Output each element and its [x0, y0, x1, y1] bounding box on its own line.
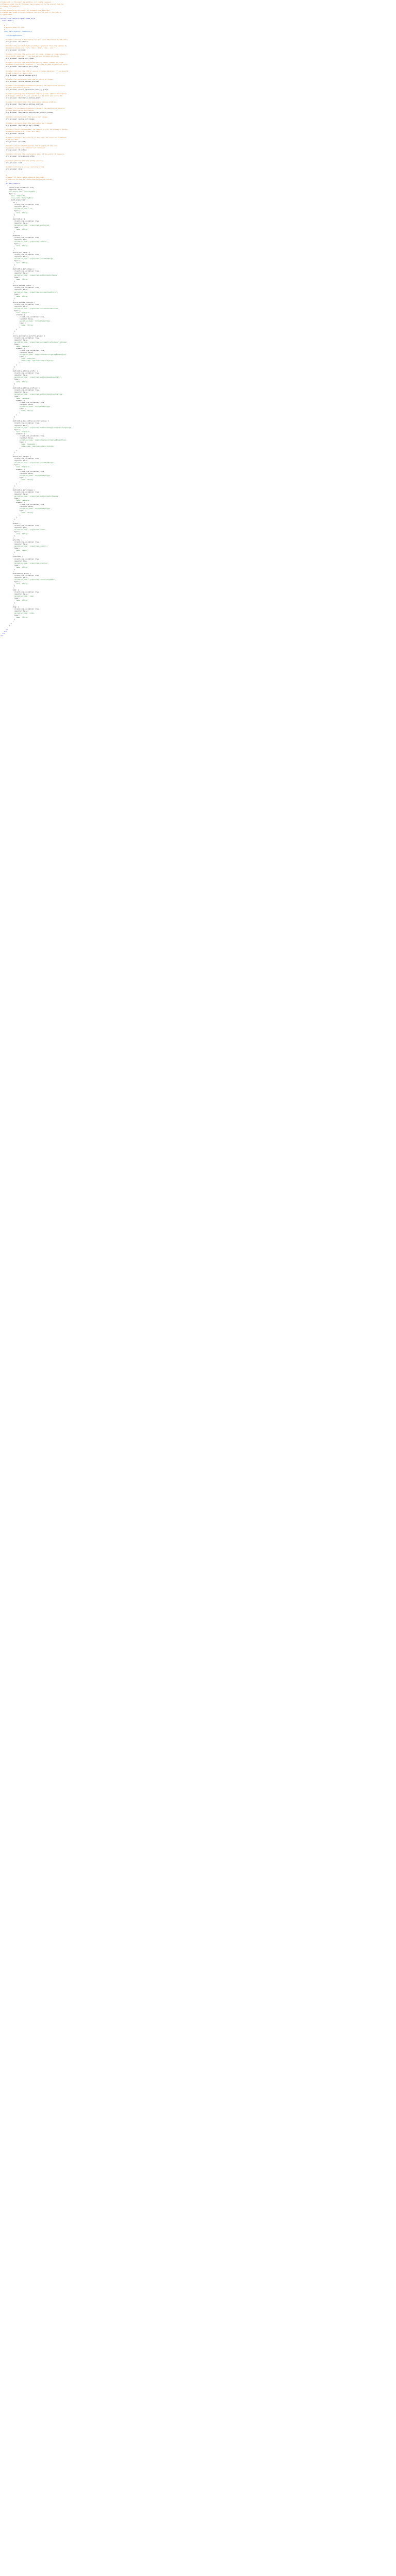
code-line-comment: # @return [Array<String>] The CIDR or source IP ranges.: [1, 78, 54, 80]
code-line-plain: attr_accessor :name: [1, 161, 23, 164]
code-line-plain: direction: {: [1, 555, 23, 558]
code-line-plain: },: [1, 453, 14, 456]
code-line-string: name: 'String': [1, 380, 28, 383]
code-line-string: name: 'Sequence',: [1, 397, 31, 399]
code-line-string: serialized_name: 'StringElementType',: [1, 507, 52, 510]
code-line-string: serialized_name: 'SecurityRule',: [1, 191, 37, 193]
code-line-string: serialized_name: 'properties.provisioningState',: [1, 578, 56, 581]
code-line-plain: client_side_validation: true,: [1, 457, 40, 460]
code-line-plain: },: [1, 486, 14, 489]
code-line-plain: provisioning_state: {: [1, 572, 31, 574]
code-line-plain: }: [1, 330, 15, 333]
code-line-plain: type: {: [1, 547, 21, 550]
code-line-plain: required: false,: [1, 543, 28, 546]
code-line-plain: }: [1, 213, 15, 216]
code-line-plain: model_properties: {: [1, 199, 28, 201]
code-line-comment: # Possible values are 'Inbound' and 'Outbound'.: [1, 147, 47, 149]
code-line-string: name: 'Sequence',: [1, 345, 31, 347]
code-line-string: serialized_name: 'properties.description',: [1, 224, 51, 227]
code-line-plain: required: false,: [1, 493, 28, 496]
code-line-plain: required: false,: [1, 436, 34, 439]
code-line-comment: # @return [String] A unique read-only string.: [1, 165, 45, 168]
code-line-plain: client_side_validation: true,: [1, 470, 45, 472]
code-line-plain: }: [1, 263, 15, 266]
code-line-plain: },: [1, 587, 14, 589]
code-line-plain: attr_accessor :source_port_ranges: [1, 117, 35, 120]
code-line-string: name: 'String': [1, 512, 34, 514]
code-line-string: serialized_name: 'etag',: [1, 612, 36, 614]
code-line-keyword: module Models: [1, 20, 14, 22]
code-line-string: serialized_name: 'ApplicationSecurityGroupElementType',: [1, 438, 68, 441]
code-line-plain: attr_accessor :protocol: [1, 49, 26, 52]
code-line-plain: type: {: [1, 614, 21, 616]
code-line-plain: client_side_validation: true,: [1, 336, 40, 339]
code-line-plain: etag: {: [1, 605, 19, 608]
code-line-plain: }: [1, 514, 21, 516]
code-line-string: serialized_name: 'properties.sourceAddressPrefix',: [1, 291, 58, 293]
code-line-plain: }: [1, 364, 17, 366]
code-line-plain: }: [1, 449, 17, 452]
code-line-plain: }: [1, 447, 21, 450]
code-line-string: class_name: 'ApplicationSecurityGroup': [1, 445, 55, 447]
code-line-string: serialized_name: 'properties.destinationApplicationSecurityGroups',: [1, 426, 73, 429]
code-line-plain: type: {: [1, 564, 21, 566]
code-line-plain: type: {: [1, 193, 15, 195]
code-line-plain: }: [1, 518, 15, 520]
code-line-comment: # @return [Array<String>] The destination port ranges.: [1, 122, 53, 124]
code-line-comment: # Mapper for SecurityRule class as Ruby Hash.: [1, 176, 45, 178]
code-line-plain: },: [1, 215, 14, 218]
code-line-plain: attr_accessor :destination_address_prefix: [1, 97, 42, 99]
code-line-string: name: 'String': [1, 616, 28, 618]
code-line-plain: required: true,: [1, 239, 28, 241]
code-line-string: serialized_name: 'properties.access',: [1, 528, 47, 531]
code-line-plain: required: false,: [1, 403, 34, 406]
code-line-plain: type: {: [1, 581, 21, 583]
code-line-plain: },: [1, 537, 14, 539]
code-line-string: name: 'String': [1, 211, 28, 214]
code-line-string: serialized_name: 'properties.sourcePortRanges',: [1, 462, 56, 464]
code-line-plain: required: false,: [1, 272, 28, 275]
code-line-plain: client_side_validation: true,: [1, 372, 40, 375]
code-line-plain: client_side_validation: true,: [1, 401, 45, 403]
code-line-plain: {: [1, 184, 9, 187]
code-line-plain: required: false,: [1, 609, 28, 612]
code-line-plain: required: false,: [1, 222, 28, 224]
code-line-comment: # Network security rule.: [1, 26, 25, 28]
code-line-plain: client_side_validation: true,: [1, 434, 45, 437]
code-line-plain: type: {: [1, 209, 21, 212]
code-line-plain: }: [1, 585, 15, 587]
code-line-plain: attr_accessor :source_address_prefix: [1, 74, 37, 76]
code-line-plain: }: [1, 326, 21, 329]
code-line-comment: # group specified as destination.: [1, 109, 35, 112]
code-line-plain: client_side_validation: true,: [1, 253, 40, 256]
code-line-plain: source_port_range: {: [1, 251, 30, 253]
code-line-plain: client_side_validation: true,: [1, 422, 40, 425]
code-line-comment: # @return [String] The provisioning state of the public IP resource.: [1, 153, 65, 156]
code-line-plain: element: {: [1, 432, 25, 435]
code-line-plain: required: false,: [1, 460, 28, 462]
code-line-string: name: 'String': [1, 324, 34, 327]
code-line-comment: # @return [Array<String>] The destination address prefixes.: [1, 101, 57, 104]
code-line-string: serialized_name: 'StringElementType',: [1, 405, 52, 408]
code-line-plain: required: false,: [1, 391, 28, 393]
code-line-plain: attr_accessor :source_port_range: [1, 57, 34, 60]
code-line-plain: type: {: [1, 408, 26, 410]
code-line-plain: },: [1, 282, 14, 285]
code-line-plain: }: [1, 328, 17, 331]
code-line-comment: # Licensed under the MIT License. See License.txt in the project root for: [1, 3, 64, 6]
code-line-string: name: 'Sequence',: [1, 311, 31, 314]
code-line-plain: required: true,: [1, 526, 28, 529]
code-line-plain: },: [1, 520, 14, 522]
code-line-keyword: def self.mapper(): [1, 182, 21, 185]
code-line-plain: },: [1, 299, 14, 301]
code-line-plain: attr_accessor :source_address_prefixes: [1, 80, 39, 82]
code-line-plain: required: false,: [1, 205, 28, 208]
code-line-plain: type: {: [1, 378, 21, 381]
code-line-plain: },: [1, 603, 14, 606]
code-line-plain: type: {: [1, 293, 21, 295]
code-line-plain: client_side_validation: true,: [1, 557, 40, 560]
code-line-plain: description: {: [1, 217, 25, 220]
code-line-function: class SecurityRule < SubResource: [1, 30, 32, 32]
code-line-string: name: 'String': [1, 410, 34, 412]
code-line-comment: # @return [Array<ApplicationSecurityGroup>] The application security: [1, 107, 65, 110]
code-line-plain: },: [1, 570, 14, 572]
code-line-plain: type: {: [1, 243, 21, 245]
code-line-plain: type: {: [1, 276, 21, 279]
code-line-string: name: 'String': [1, 278, 28, 281]
code-line-plain: },: [1, 332, 14, 335]
code-line-function: include MsRestAzure: [1, 34, 23, 37]
code-line-comment: # @return [Array<String>] The source port ranges.: [1, 115, 48, 118]
code-line-plain: }: [1, 366, 15, 368]
code-line-string: name: 'Sequence',: [1, 430, 31, 433]
code-line-plain: type: {: [1, 309, 21, 312]
code-line-plain: attr_accessor :priority: [1, 141, 26, 143]
code-line-plain: type: {: [1, 355, 26, 358]
code-line-keyword: end: [1, 633, 5, 635]
code-line-string: name: 'String': [1, 583, 28, 585]
code-line-string: name: 'Number': [1, 549, 28, 552]
code-line-string: name: 'String': [1, 245, 28, 247]
code-line-plain: client_side_validation: true,: [1, 524, 40, 527]
code-line-plain: type: {: [1, 343, 21, 345]
code-line-string: serialized_name: 'properties.protocol',: [1, 241, 48, 243]
code-line-plain: }: [1, 480, 21, 483]
code-line-plain: destination_address_prefix: {: [1, 370, 38, 372]
code-line-string: serialized_name: 'properties.destinationAddressPrefixes',: [1, 393, 64, 395]
code-line-plain: type: {: [1, 597, 21, 600]
code-line-string: serialized_name: 'properties.direction',: [1, 562, 50, 564]
code-line-plain: required: false,: [1, 338, 28, 341]
code-line-comment: # used to match all source IPs.: [1, 72, 33, 74]
code-line-comment: # Possible values are 'Allow' and 'Deny'.: [1, 130, 42, 132]
code-line-plain: },: [1, 418, 14, 420]
code-line-plain: source_address_prefix: {: [1, 284, 34, 287]
code-line-plain: }: [1, 622, 12, 624]
code-line-plain: }: [1, 601, 15, 604]
code-line-plain: id: {: [1, 201, 17, 204]
code-line-comment: # IP range. Asterisk '*' can also be used to match all source IPs.: [1, 95, 63, 97]
code-line-plain: type: {: [1, 476, 26, 479]
code-line-plain: }: [1, 620, 14, 622]
code-line-plain: element: {: [1, 501, 25, 504]
code-line-comment: # @return [SecurityRuleAccess] The network traffic is allowed or denied.: [1, 128, 69, 130]
code-line-comment: # 100 and 4096.: [1, 139, 19, 141]
code-line-plain: }: [1, 280, 15, 283]
code-line-plain: element: {: [1, 399, 25, 401]
code-line-plain: }: [1, 414, 17, 416]
code-line-plain: element: {: [1, 468, 25, 470]
code-line-plain: }: [1, 247, 15, 249]
code-line-string: name: 'String': [1, 478, 34, 481]
code-line-comment: # @return [SecurityRuleDirection] The direction of the rule.: [1, 145, 58, 147]
code-line-comment: # @return [String] The CIDR or source IP range. Asterisk '*' can also be: [1, 70, 69, 72]
code-line-plain: },: [1, 232, 14, 235]
code-line-plain: type: {: [1, 464, 21, 466]
code-line-plain: client_side_validation: true,: [1, 574, 40, 577]
code-line-comment: # group specified as source.: [1, 86, 30, 89]
code-line-plain: client_side_validation: true,: [1, 270, 40, 273]
code-line-comment: # between 0 and 65535. Asterisk '*' can also be used to match all ports.: [1, 63, 69, 66]
code-line-plain: }: [1, 451, 15, 454]
code-line-string: serialized_name: 'StringElementType',: [1, 474, 52, 477]
code-line-string: name: 'String': [1, 228, 28, 231]
code-line-plain: },: [1, 553, 14, 556]
code-line-plain: required: false,: [1, 351, 34, 353]
code-line-comment: #: [1, 24, 5, 26]
code-line-string: class_name: 'SecurityRule',: [1, 197, 35, 199]
code-line-plain: }: [1, 416, 15, 418]
code-line-plain: required: false,: [1, 472, 34, 474]
code-line-plain: type: {: [1, 322, 26, 325]
code-line-comment: #: [1, 180, 7, 183]
code-line-plain: type: {: [1, 440, 26, 443]
code-line-keyword: end: [1, 631, 7, 633]
code-line-plain: }: [1, 230, 15, 233]
code-line-string: serialized_name: 'properties.sourceApplicationSecurityGroups',: [1, 341, 69, 343]
code-line-comment: # @return [String] The source port or range. Integer or range between 0: [1, 53, 68, 56]
code-line-string: serialized_name: 'id',: [1, 207, 34, 210]
code-line-plain: priority: {: [1, 539, 23, 541]
code-line-plain: client_side_validation: true,: [1, 203, 40, 206]
code-line-plain: attr_accessor :destination_application_security_groups: [1, 111, 53, 114]
code-line-plain: client_side_validation: true,: [1, 388, 40, 391]
code-line-string: serialized_name: 'properties.destinationAddressPrefix',: [1, 376, 62, 379]
code-line-plain: type: {: [1, 395, 21, 397]
code-line-comment: #: [1, 174, 7, 176]
code-line-plain: attr_accessor :destination_port_ranges: [1, 124, 39, 126]
code-line-plain: client_side_validation: true,: [1, 591, 40, 594]
code-line-keyword: end: [1, 629, 9, 631]
code-line-plain: },: [1, 265, 14, 268]
code-line-comment: # @return [String] The destination address prefix. CIDR or destination: [1, 93, 67, 95]
code-line-plain: }: [1, 516, 17, 518]
code-line-plain: attr_accessor :provisioning_state: [1, 155, 35, 158]
code-line-string: name: 'Composite',: [1, 443, 37, 445]
code-line-plain: required: false,: [1, 305, 28, 308]
code-line-plain: client_side_validation: true,: [1, 316, 45, 318]
code-line-string: name: 'String': [1, 261, 28, 264]
code-line-plain: client_side_validation: true,: [1, 503, 45, 506]
code-line-comment: # @return [SecurityRuleProtocol] Network protocol this rule applies to.: [1, 44, 68, 47]
code-line-plain: attr_accessor :etag: [1, 167, 23, 170]
code-line-plain: required: false,: [1, 576, 28, 579]
code-line-plain: required: false,: [1, 593, 28, 596]
code-line-plain: client_side_validation: true,: [1, 286, 40, 289]
code-line-plain: client_side_validation: true,: [1, 303, 40, 306]
code-line-comment: # license information.: [1, 5, 20, 8]
code-line-string: serialized_name: 'name',: [1, 595, 36, 598]
code-line-plain: type: {: [1, 510, 26, 512]
code-line-plain: type: {: [1, 497, 21, 500]
code-line-plain: attr_accessor :description: [1, 40, 28, 43]
code-line-comment: # Copyright (c) Microsoft Corporation. All rights reserved.: [1, 1, 52, 3]
source-code-block: [0, 0, 396, 637]
code-line-plain: }: [1, 568, 15, 570]
code-line-string: name: 'Sequence',: [1, 499, 31, 502]
code-line-comment: # regenerated.: [1, 13, 13, 16]
code-line-string: serialized_name: 'StringElementType',: [1, 320, 52, 323]
code-line-comment: # @return [String] The name of the resource.: [1, 159, 44, 162]
code-line-plain: required: false,: [1, 505, 34, 508]
code-line-comment: # @return [String] A description for this rule. Restricted to 140 chars.: [1, 38, 69, 41]
code-line-plain: }: [1, 624, 10, 627]
code-line-plain: attr_accessor :destination_port_range: [1, 65, 38, 68]
code-line-plain: }: [1, 484, 15, 487]
code-line-plain: client_side_validation: true,: [1, 541, 40, 544]
code-line-string: serialized_name: 'properties.sourceAddressPrefixes',: [1, 307, 60, 310]
code-line-string: serialized_name: 'ApplicationSecurityGroupElementType',: [1, 353, 68, 355]
code-line-plain: }: [1, 618, 15, 620]
code-line-plain: },: [1, 249, 14, 251]
code-line-plain: attr_accessor :source_application_security_groups: [1, 88, 48, 91]
code-line-plain: element: {: [1, 347, 25, 349]
code-line-comment: # Code generated by Microsoft (R) AutoRest Code Generator.: [1, 9, 51, 12]
code-line-plain: client_side_validation: true,: [1, 491, 40, 494]
code-line-plain: client_side_validation: true,: [1, 349, 45, 351]
code-line-plain: required: false,: [1, 189, 23, 191]
code-line-string: serialized_name: 'properties.sourcePortRange',: [1, 257, 55, 260]
code-line-plain: required: true,: [1, 560, 28, 562]
code-line-plain: },: [1, 384, 14, 387]
code-line-plain: }: [1, 412, 21, 414]
code-line-string: name: 'String': [1, 566, 28, 568]
code-line-comment: # and 65535. Asterisk '*' can also be used to match all ports.: [1, 55, 60, 58]
code-line-plain: attr_accessor :direction: [1, 149, 27, 151]
code-line-plain: client_side_validation: true,: [1, 607, 40, 610]
code-line-plain: protocol: {: [1, 234, 23, 237]
code-line-plain: required: false,: [1, 374, 28, 377]
code-line-string: name: 'Composite',: [1, 195, 27, 197]
code-line-keyword: end: [1, 635, 4, 637]
code-line-plain: attr_accessor :access: [1, 132, 24, 134]
code-line-plain: required: false,: [1, 424, 28, 427]
code-line-plain: type: {: [1, 530, 21, 533]
code-line-comment: # @return [String] The destination port or range. Integer or range: [1, 61, 63, 64]
code-line-plain: client_side_validation: true,: [1, 219, 40, 222]
code-line-plain: destination_port_ranges: {: [1, 488, 36, 491]
code-line-plain: }: [1, 551, 15, 554]
code-line-comment: # Changes may cause incorrect behavior and will be lost if the code is: [1, 11, 61, 14]
code-line-plain: attr_accessor :destination_address_prefixes: [1, 103, 43, 106]
code-line-plain: },: [1, 368, 14, 370]
code-line-comment: # Possible values are 'Tcp', 'Udp', 'Icmp', 'Esp', and '*'.: [1, 47, 57, 49]
code-line-comment: # @return [Integer] The priority of the rule. The value can be between: [1, 137, 67, 139]
code-line-plain: type: {: [1, 226, 21, 229]
code-line-plain: access: {: [1, 522, 21, 524]
code-line-string: name: 'String': [1, 295, 28, 297]
code-line-plain: required: false,: [1, 318, 34, 320]
code-line-string: serialized_name: 'properties.priority',: [1, 545, 48, 548]
code-line-plain: client_side_validation: true,: [1, 187, 35, 189]
code-line-plain: type: {: [1, 428, 21, 431]
code-line-plain: required: false,: [1, 289, 28, 291]
code-line-string: serialized_name: 'properties.destinationPortRanges',: [1, 495, 60, 498]
code-line-plain: }: [1, 382, 15, 385]
code-line-plain: }: [1, 297, 15, 299]
code-line-plain: client_side_validation: true,: [1, 236, 40, 239]
code-line-plain: type: {: [1, 259, 21, 262]
code-line-string: name: 'Sequence',: [1, 466, 31, 468]
code-line-keyword: module Azure::Network::Mgmt::V2019_02_01: [1, 18, 36, 20]
code-line-string: name: 'Composite',: [1, 358, 37, 360]
code-line-string: name: 'String': [1, 532, 28, 535]
code-line-plain: name: {: [1, 589, 19, 591]
code-line-string: serialized_name: 'properties.destinationPortRange',: [1, 274, 59, 277]
code-line-comment: #: [1, 28, 5, 30]
code-line-plain: source_port_ranges: {: [1, 455, 31, 458]
code-line-plain: source_application_security_groups: {: [1, 334, 45, 337]
code-line-plain: source_address_prefixes: {: [1, 301, 36, 303]
code-line-plain: element: {: [1, 314, 25, 316]
code-line-string: class_name: 'ApplicationSecurityGroup': [1, 360, 55, 362]
code-line-plain: }: [1, 482, 17, 485]
code-line-comment: # This will be used for serialization/deserialization.: [1, 178, 53, 180]
code-line-plain: }: [1, 362, 21, 364]
code-line-comment: # @return [Array<ApplicationSecurityGroup>] The application security: [1, 84, 65, 87]
code-line-plain: destination_application_security_groups: {: [1, 420, 50, 422]
code-line-plain: destination_address_prefixes: {: [1, 386, 40, 389]
code-line-string: name: 'String': [1, 599, 28, 602]
code-line-plain: }: [1, 535, 15, 537]
code-line-plain: required: false,: [1, 255, 28, 258]
code-line-comment: #: [1, 7, 2, 10]
code-line-plain: }: [1, 626, 9, 629]
code-line-plain: destination_port_range: {: [1, 268, 35, 270]
